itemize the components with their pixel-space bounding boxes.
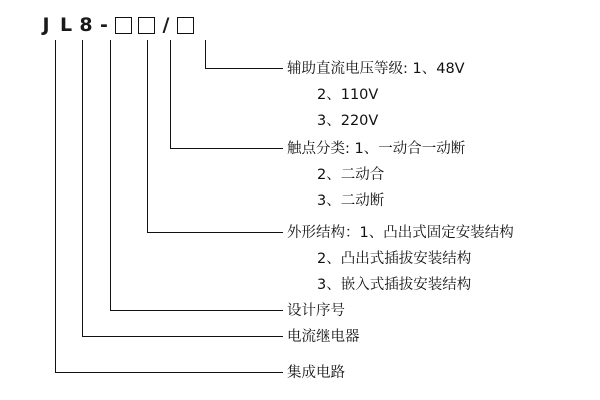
callout-shape-structure-title: 外形结构：1、凸出式固定安装结构 [287,225,514,241]
model-code-row [36,12,197,38]
callout-design-sequence [287,298,345,324]
leader-line-integrated-circuit-horizontal [55,372,283,373]
code-box-contact-classification [138,17,155,34]
code-char-j: J [42,14,50,36]
leader-line-current-relay-horizontal [82,336,283,337]
callout-aux-dc-voltage-line-3: 3、220V [317,113,379,129]
callout-shape-structure [287,220,514,298]
callout-design-sequence-title: 设计序号 [287,303,345,319]
leader-line-integrated-circuit-vertical [55,40,56,373]
code-box-shape-structure [115,17,132,34]
callout-contact-classification-title: 触点分类: 1、一动合一动断 [287,141,466,157]
leader-line-shape-structure-horizontal [147,232,283,233]
leader-line-contact-classification-horizontal [170,148,283,149]
leader-line-shape-structure-vertical [147,40,148,233]
code-dash: - [100,14,108,36]
code-slash: / [162,14,170,36]
leader-line-aux-dc-voltage-vertical [205,40,206,69]
callout-contact-classification [287,136,465,214]
leader-line-design-sequence-horizontal [110,310,283,311]
callout-current-relay [287,324,360,350]
code-char-l: L [59,14,73,36]
leader-line-current-relay-vertical [82,40,83,337]
callout-shape-structure-line-2: 2、凸出式插拔安装结构 [317,251,472,267]
callout-aux-dc-voltage [287,56,465,134]
callout-aux-dc-voltage-title: 辅助直流电压等级: 1、48V [287,61,465,77]
callout-integrated-circuit [287,360,345,386]
callout-integrated-circuit-title: 集成电路 [287,365,345,381]
leader-line-contact-classification-vertical [170,40,171,149]
callout-contact-classification-line-3: 3、二动断 [317,193,385,209]
callout-current-relay-title: 电流继电器 [287,329,360,345]
callout-contact-classification-line-2: 2、二动合 [317,167,385,183]
code-box-aux-dc-voltage [177,17,194,34]
callout-aux-dc-voltage-line-2: 2、110V [317,87,379,103]
leader-line-aux-dc-voltage-horizontal [205,68,283,69]
callout-shape-structure-line-3: 3、嵌入式插拔安装结构 [317,277,472,293]
code-char-8: 8 [79,14,93,36]
leader-line-design-sequence-vertical [110,40,111,311]
